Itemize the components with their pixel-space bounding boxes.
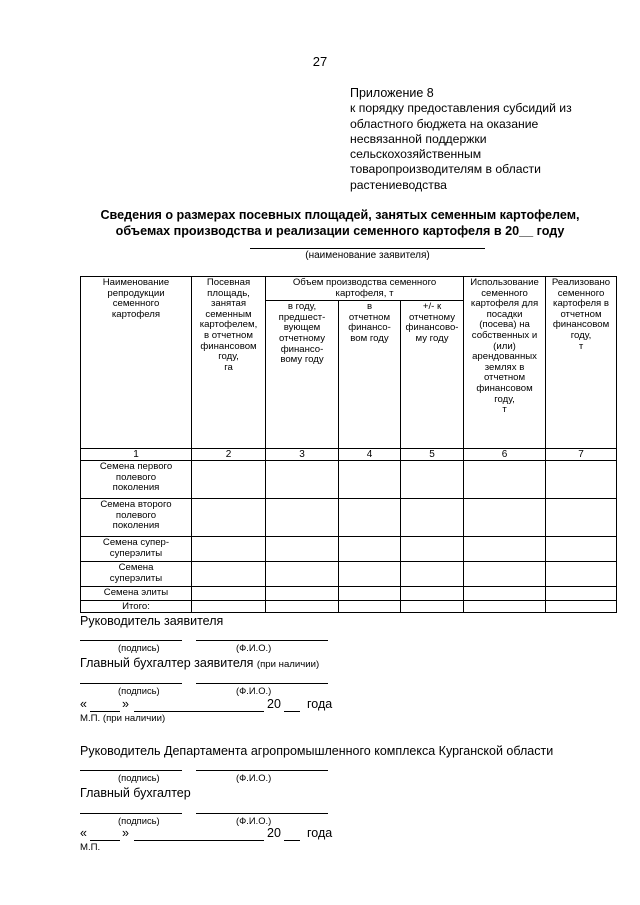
head-applicant-label: Руководитель заявителя: [80, 614, 224, 628]
chief-accountant-applicant-label: Главный бухгалтер заявителя (при наличии): [80, 656, 320, 670]
table-row: [81, 499, 617, 537]
date-year-line[interactable]: [284, 840, 300, 841]
signature-caption: (подпись): [118, 772, 160, 783]
table-cell[interactable]: [464, 499, 546, 537]
col-number: 3: [266, 449, 339, 461]
signature-line[interactable]: [80, 640, 182, 641]
table-cell[interactable]: [401, 600, 464, 612]
table-cell[interactable]: [266, 600, 339, 612]
table-cell[interactable]: [339, 600, 401, 612]
appendix-block: [350, 86, 610, 193]
col-number: 7: [546, 449, 617, 461]
table-cell[interactable]: [192, 499, 266, 537]
table-cell[interactable]: [266, 499, 339, 537]
table-row: [81, 600, 617, 612]
heading-line: объемах производства и реализации семенного картофеля в 20__ году: [115, 223, 565, 238]
row-label: Семена первого полевого поколения: [81, 461, 192, 499]
table-cell[interactable]: [192, 461, 266, 499]
table-cell[interactable]: [266, 461, 339, 499]
col5-header: +/- к отчетному финансово- му году: [401, 301, 464, 449]
table-row: [81, 562, 617, 587]
fio-caption: (Ф.И.О.): [236, 815, 272, 826]
date-quote-open: «: [80, 826, 87, 840]
table-cell[interactable]: [464, 461, 546, 499]
fio-line[interactable]: [196, 640, 328, 641]
date-year-prefix: 20: [267, 697, 281, 711]
table-cell[interactable]: [546, 587, 617, 601]
production-group-header: Объем производства семенного картофеля, т: [266, 277, 464, 301]
page-number: 27: [312, 54, 328, 69]
col7-header: Реализовано семенного картофеля в отчетном финансовом году, т: [546, 277, 617, 449]
table-cell[interactable]: [192, 600, 266, 612]
fio-caption: (Ф.И.О.): [236, 772, 272, 783]
row-label: Семена суперэлиты: [81, 562, 192, 587]
signature-line[interactable]: [80, 770, 182, 771]
col-number: 4: [339, 449, 401, 461]
heading-line: Сведения о размерах посевных площадей, занятых семенным картофелем,: [100, 208, 580, 222]
table-cell[interactable]: [546, 537, 617, 562]
fio-line[interactable]: [196, 683, 328, 684]
table-cell[interactable]: [266, 537, 339, 562]
table-cell[interactable]: [546, 562, 617, 587]
row-label: Семена второго полевого поколения: [81, 499, 192, 537]
col1-header: Наименование репродукции семенного картофеля: [81, 277, 192, 449]
appendix-line: областного бюджета на оказание: [350, 116, 539, 131]
fio-line[interactable]: [196, 770, 328, 771]
date-year-line[interactable]: [284, 711, 300, 712]
col2-header: Посевная площадь, занятая семенным картофелем, в отчетном финансовом году, га: [192, 277, 266, 449]
table-row: [81, 587, 617, 601]
table-cell[interactable]: [266, 562, 339, 587]
date-month-line[interactable]: [134, 840, 264, 841]
stamp: М.П.: [80, 842, 101, 853]
row-label: Итого:: [81, 600, 192, 612]
table-cell[interactable]: [192, 537, 266, 562]
table-cell[interactable]: [401, 587, 464, 601]
table-cell[interactable]: [192, 587, 266, 601]
col-number: 5: [401, 449, 464, 461]
chief-accountant-label: Главный бухгалтер: [80, 786, 191, 800]
col-number: 2: [192, 449, 266, 461]
date-quote-close: »: [122, 826, 129, 840]
table-cell[interactable]: [546, 461, 617, 499]
col-number: 6: [464, 449, 546, 461]
fio-caption: (Ф.И.О.): [236, 642, 272, 653]
table-cell[interactable]: [401, 461, 464, 499]
appendix-line: к порядку предоставления субсидий из: [350, 101, 572, 116]
table-cell[interactable]: [339, 587, 401, 601]
table-row: [81, 537, 617, 562]
date-day-line[interactable]: [90, 711, 120, 712]
table-cell[interactable]: [546, 600, 617, 612]
signature-caption: (подпись): [118, 642, 160, 653]
date-quote-close: »: [122, 697, 129, 711]
table-cell[interactable]: [339, 537, 401, 562]
col3-header: в году, предшест- вующем отчетному финансо- вому году: [266, 301, 339, 449]
appendix-line: несвязанной поддержки: [350, 131, 487, 146]
table-cell[interactable]: [401, 537, 464, 562]
head-department-label: Руководитель Департамента агропромышленного комплекса Курганской области: [80, 744, 554, 758]
appendix-line: растениеводства: [350, 177, 447, 192]
data-table: [80, 276, 617, 613]
table-cell[interactable]: [401, 562, 464, 587]
stamp-if-any: М.П. (при наличии): [80, 713, 166, 724]
date-quote-open: «: [80, 697, 87, 711]
table-cell[interactable]: [192, 562, 266, 587]
date-word: года: [307, 826, 333, 840]
signature-line[interactable]: [80, 813, 182, 814]
appendix-line: сельскохозяйственным: [350, 147, 482, 162]
signature-caption: (подпись): [118, 815, 160, 826]
date-year-prefix: 20: [267, 826, 281, 840]
signature-caption: (подпись): [118, 685, 160, 696]
appendix-line: товаропроизводителям в области: [350, 162, 541, 177]
row-label: Семена элиты: [81, 587, 192, 601]
col-number: 1: [81, 449, 192, 461]
applicant-caption: (наименование заявителя): [305, 250, 430, 261]
table-cell[interactable]: [266, 587, 339, 601]
table-cell[interactable]: [546, 499, 617, 537]
table-row: [81, 461, 617, 499]
signature-line[interactable]: [80, 683, 182, 684]
table-cell[interactable]: [464, 600, 546, 612]
col4-header: в отчетном финансо- вом году: [339, 301, 401, 449]
row-label: Семена супер- суперэлиты: [81, 537, 192, 562]
date-word: года: [307, 697, 333, 711]
table-cell[interactable]: [401, 499, 464, 537]
table-cell[interactable]: [339, 562, 401, 587]
col6-header: Использование семенного картофеля для посадки (посева) на собственных и (или) арендованных землях в отчетном финансовом году, т: [464, 277, 546, 449]
fio-caption: (Ф.И.О.): [236, 685, 272, 696]
applicant-name-line: [250, 248, 485, 249]
table-cell[interactable]: [339, 499, 401, 537]
date-month-line[interactable]: [134, 711, 264, 712]
table-cell[interactable]: [464, 562, 546, 587]
table-cell[interactable]: [464, 587, 546, 601]
fio-line[interactable]: [196, 813, 328, 814]
date-day-line[interactable]: [90, 840, 120, 841]
appendix-title: Приложение 8: [350, 86, 434, 100]
table-cell[interactable]: [339, 461, 401, 499]
document-heading: [40, 208, 640, 239]
table-cell[interactable]: [464, 537, 546, 562]
